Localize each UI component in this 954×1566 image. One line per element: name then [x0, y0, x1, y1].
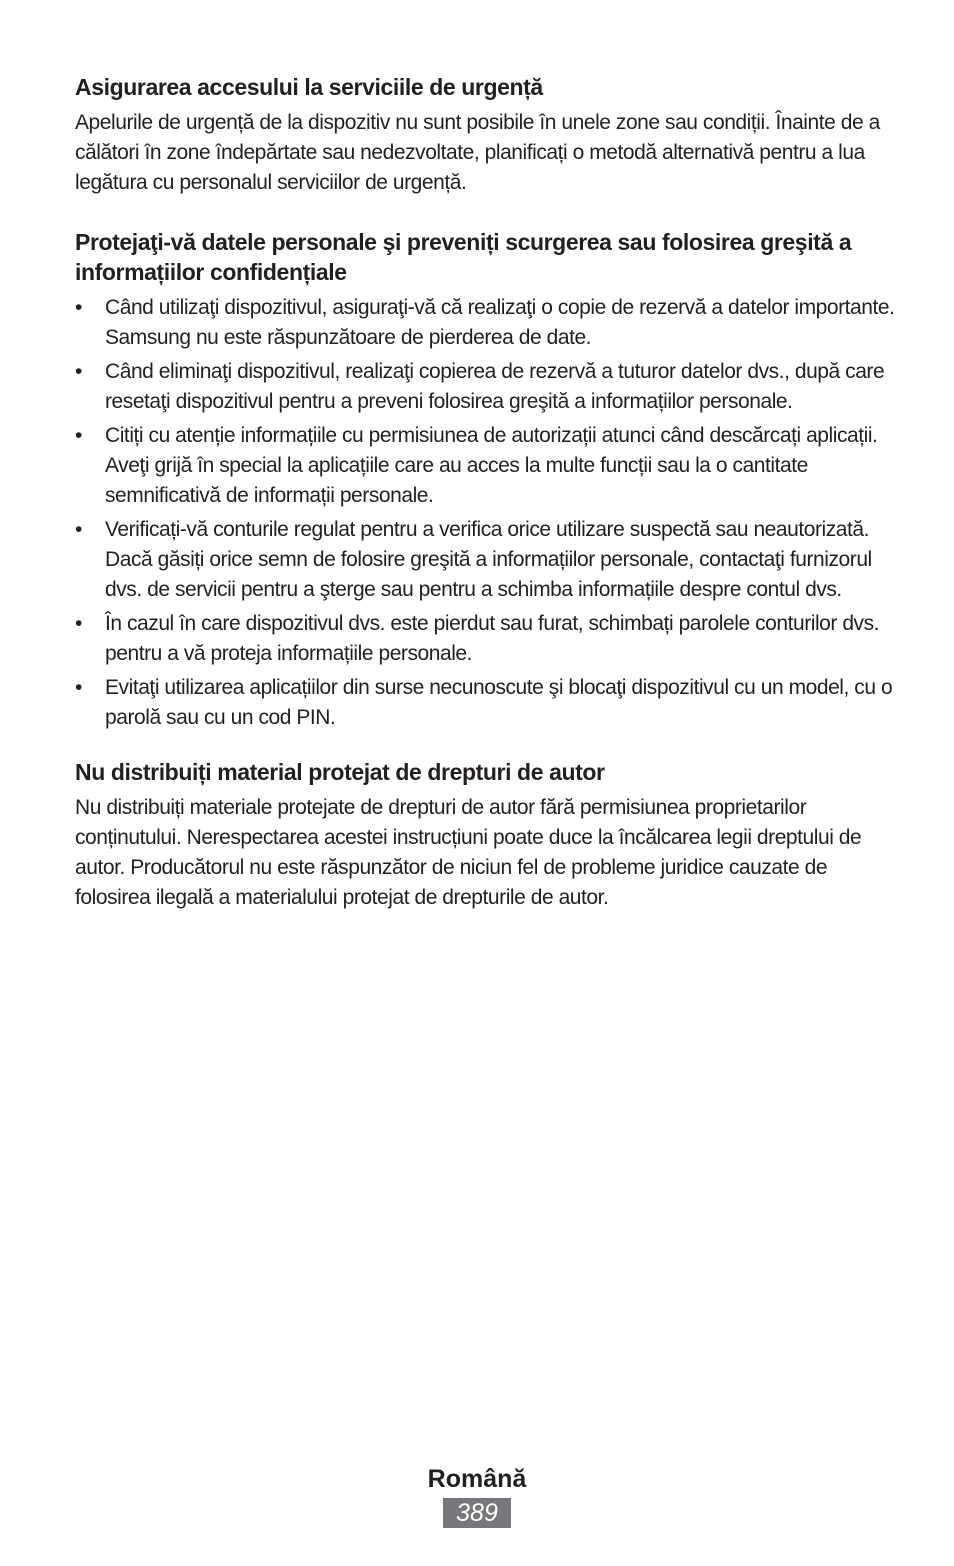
section-heading-emergency: Asigurarea accesului la serviciile de urgență: [75, 74, 543, 100]
list-item: [75, 515, 895, 605]
list-item: [75, 293, 895, 353]
section-body-copyright: Nu distribuiți materiale protejate de drepturi de autor fără permisiunea proprietarilor conținutului. Nerespectarea acestei instrucțiuni poate duce la încălcarea legii dreptului de autor. Producătorul nu este răspunzător de niciun fel de probleme juridice cauzate de folosirea ilegală a materialului protejat de drepturile de autor.: [75, 796, 862, 909]
bullet-icon: •: [75, 360, 82, 383]
list-item: [75, 673, 895, 733]
section-heading-copyright: Nu distribuiți material protejat de drepturi de autor: [75, 759, 605, 785]
list-item: [75, 609, 895, 669]
page-footer: [0, 1462, 954, 1528]
section-emergency-access: [75, 72, 895, 198]
section-body-emergency: Apelurile de urgență de la dispozitiv nu sunt posibile în unele zone sau condiții. Înainte de a călători în zone îndepărtate sau nedezvoltate, planificați o metodă alternativă pentru a lua legătura cu personalul serviciilor de urgență.: [75, 111, 880, 194]
list-item-text: Evitaţi utilizarea aplicațiilor din surse necunoscute şi blocaţi dispozitivul cu un model, cu o parolă sau cu un cod PIN.: [105, 676, 893, 729]
list-item-text: Citiți cu atenție informațiile cu permisiunea de autorizații atunci când descărcați aplicații. Aveţi grijă în special la aplicațiile care au acces la multe funcții sau la o cantitate semnificativă de informații personale.: [105, 424, 878, 507]
list-item: [75, 421, 895, 511]
page-number: 389: [443, 1498, 511, 1528]
bullet-list: [75, 293, 895, 733]
list-item-text: Când utilizaţi dispozitivul, asiguraţi-vă că realizaţi o copie de rezervă a datelor importante. Samsung nu este răspunzătoare de pierderea de date.: [105, 296, 895, 349]
page-content: [75, 72, 895, 913]
list-item: [75, 357, 895, 417]
bullet-icon: •: [75, 676, 82, 699]
bullet-icon: •: [75, 296, 82, 319]
footer-language: Română: [427, 1465, 527, 1493]
bullet-icon: •: [75, 424, 82, 447]
bullet-icon: •: [75, 612, 82, 635]
section-personal-data: [75, 227, 895, 733]
list-item-text: Când eliminaţi dispozitivul, realizaţi copierea de rezervă a tuturor datelor dvs., după care resetaţi dispozitivul pentru a preveni folosirea greşită a informațiilor personale.: [105, 360, 885, 413]
bullet-icon: •: [75, 518, 82, 541]
list-item-text: În cazul în care dispozitivul dvs. este pierdut sau furat, schimbați parolele conturilor dvs. pentru a vă proteja informațiile personale.: [105, 612, 880, 665]
section-copyright: [75, 757, 895, 913]
list-item-text: Verificați-vă conturile regulat pentru a verifica orice utilizare suspectă sau neautorizată. Dacă găsiți orice semn de folosire greşită a informațiilor personale, contactaţi furnizorul dvs. de servicii pentru a şterge sau pentru a schimba informațiile despre contul dvs.: [105, 518, 872, 601]
section-heading-personal-data: Protejaţi-vă datele personale şi preveniți scurgerea sau folosirea greşită a informațiilor confidențiale: [75, 229, 852, 285]
